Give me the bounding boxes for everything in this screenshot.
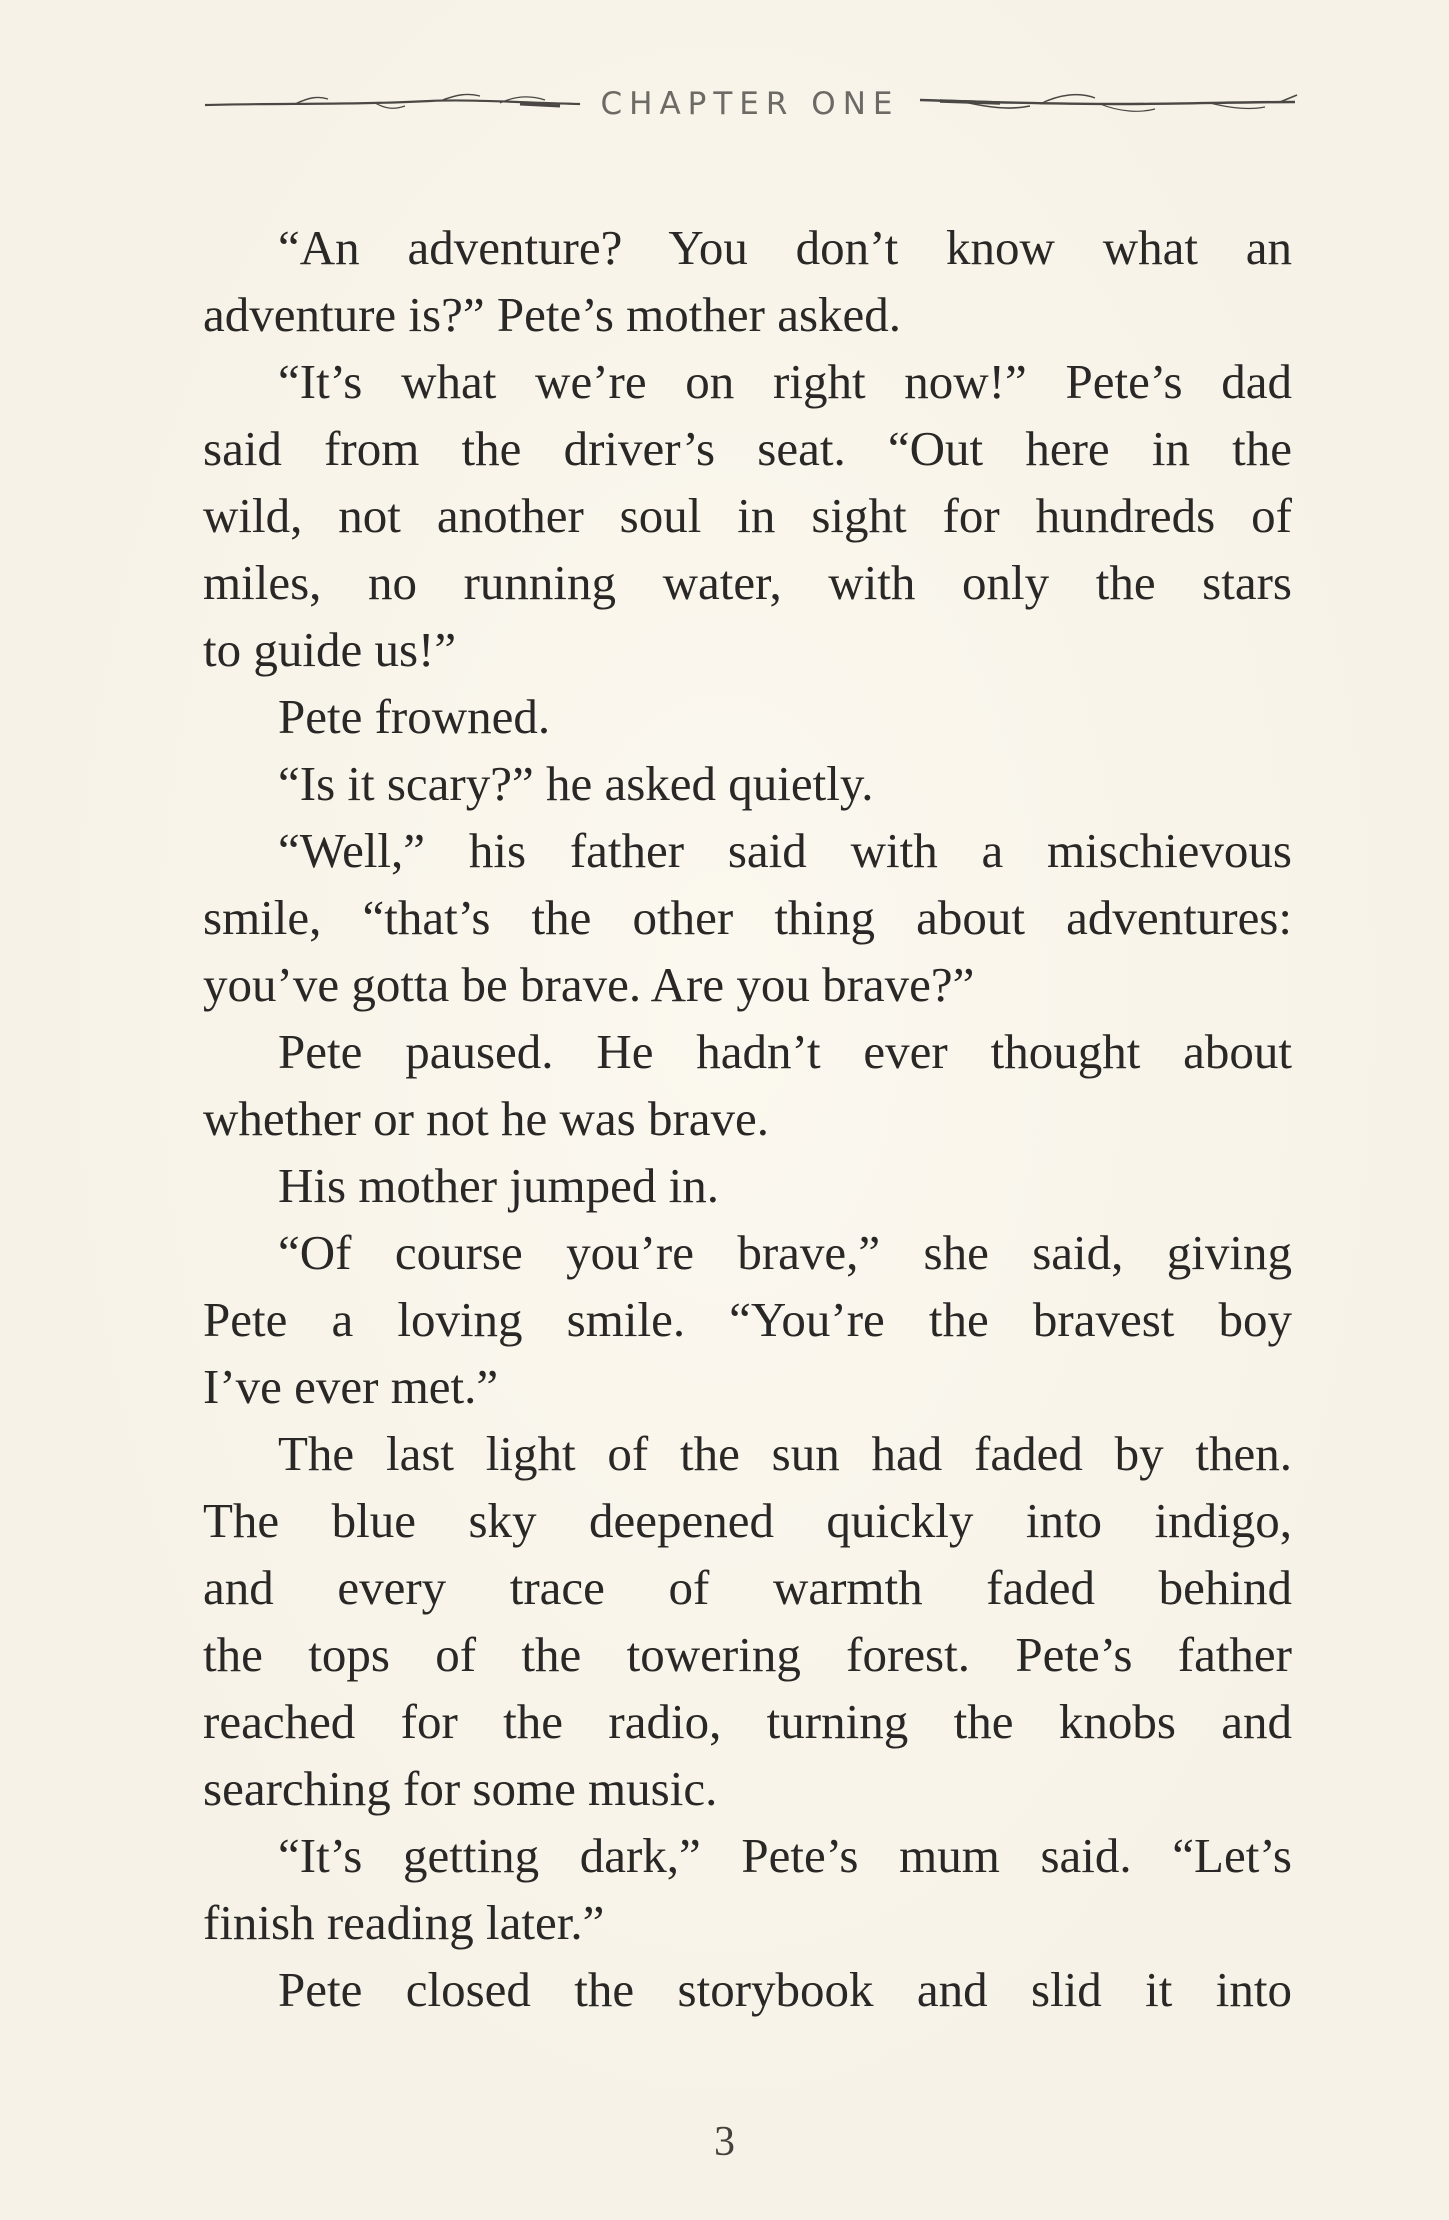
body-text [203, 214, 1292, 2023]
text-line: I’ve ever met.” [203, 1359, 499, 1414]
text-line: reached for the radio, turning the knobs and [203, 1694, 1292, 1749]
text-line: wild, not another soul in sight for hundreds of [203, 488, 1292, 543]
page-number: 3 [714, 2119, 735, 2165]
text-line: The blue sky deepened quickly into indigo, [203, 1493, 1292, 1548]
text-line: “It’s what we’re on right now!” Pete’s dad [278, 354, 1292, 409]
text-line: The last light of the sun had faded by then. [278, 1426, 1292, 1481]
text-line: Pete paused. He hadn’t ever thought about [278, 1024, 1292, 1079]
text-line: said from the driver’s seat. “Out here in the [203, 421, 1292, 476]
text-line: the tops of the towering forest. Pete’s father [203, 1627, 1292, 1682]
text-line: adventure is?” Pete’s mother asked. [203, 287, 902, 342]
text-line: “It’s getting dark,” Pete’s mum said. “Let’s [278, 1828, 1292, 1883]
text-line: “Of course you’re brave,” she said, giving [278, 1225, 1292, 1280]
text-line: “An adventure? You don’t know what an [278, 220, 1292, 275]
text-line: Pete closed the storybook and slid it into [278, 1962, 1292, 2017]
text-line: Pete frowned. [278, 689, 551, 744]
chapter-header [200, 82, 1300, 122]
text-line: smile, “that’s the other thing about adventures: [203, 890, 1292, 945]
text-line: searching for some music. [203, 1761, 718, 1816]
text-line: “Well,” his father said with a mischievous [278, 823, 1292, 878]
chapter-title: CHAPTER ONE [600, 86, 900, 122]
text-line: Pete a loving smile. “You’re the bravest boy [203, 1292, 1292, 1347]
text-line: and every trace of warmth faded behind [203, 1560, 1292, 1615]
text-line: miles, no running water, with only the stars [203, 555, 1292, 610]
text-line: His mother jumped in. [278, 1158, 719, 1213]
text-line: to guide us!” [203, 622, 457, 677]
text-line: whether or not he was brave. [203, 1091, 770, 1146]
text-line: you’ve gotta be brave. Are you brave?” [203, 957, 975, 1012]
text-line: finish reading later.” [203, 1895, 605, 1950]
text-line: “Is it scary?” he asked quietly. [278, 756, 874, 811]
